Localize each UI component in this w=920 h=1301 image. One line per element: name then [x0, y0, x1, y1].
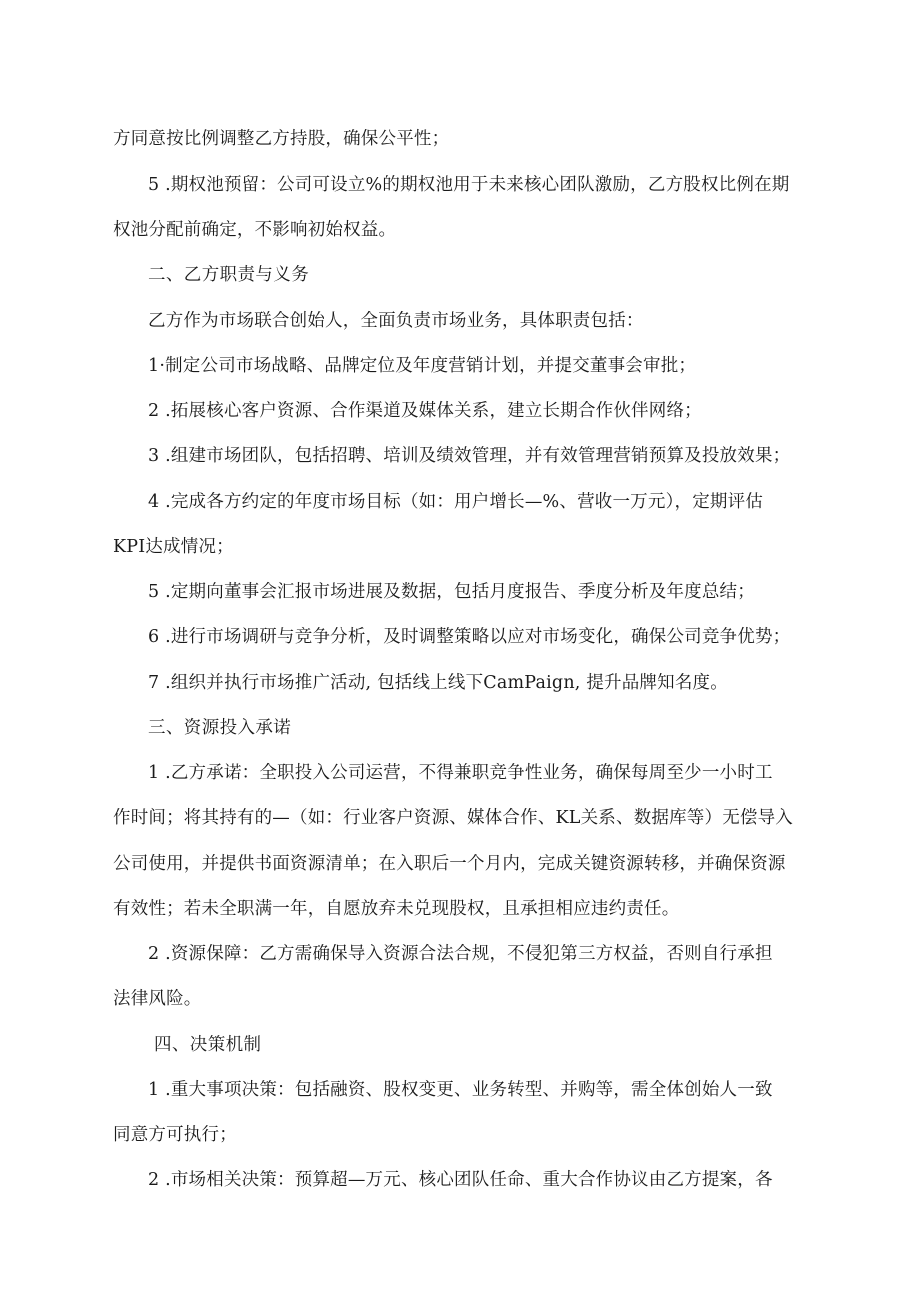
- text-line: 6 .进行市场调研与竞争分析，及时调整策略以应对市场变化，确保公司竞争优势；: [148, 627, 791, 647]
- section-heading: 三、资源投入承诺: [148, 718, 292, 738]
- text-line: 1·制定公司市场战略、品牌定位及年度营销计划，并提交董事会审批；: [148, 356, 697, 376]
- text-line: 1 .重大事项决策：包括融资、股权变更、业务转型、并购等，需全体创始人一致: [148, 1080, 773, 1100]
- text-line: 1 .乙方承诺：全职投入公司运营，不得兼职竞争性业务，确保每周至少一小时工: [148, 763, 773, 783]
- text-line: 5 .定期向董事会汇报市场进展及数据，包括月度报告、季度分析及年度总结；: [148, 582, 755, 602]
- text-line: KPI达成情况；: [113, 537, 234, 557]
- text-line: 5 .期权池预留：公司可设立%的期权池用于未来核心团队激励，乙方股权比例在期: [148, 175, 790, 195]
- text-line: 2 .资源保障：乙方需确保导入资源合法合规，不侵犯第三方权益，否则自行承担: [148, 944, 773, 964]
- text-line: 7 .组织并执行市场推广活动, 包括线上线下CamPaign, 提升品牌知名度。: [148, 673, 728, 693]
- text-line: 有效性；若未全职满一年，自愿放弃未兑现股权，且承担相应违约责任。: [113, 899, 680, 919]
- text-line: 3 .组建市场团队，包括招聘、培训及绩效管理，并有效管理营销预算及投放效果；: [148, 446, 791, 466]
- text-line: 作时间；将其持有的—（如：行业客户资源、媒体合作、KL关系、数据库等）无偿导入: [113, 808, 793, 828]
- text-line: 4 .完成各方约定的年度市场目标（如：用户增长—%、营收一万元），定期评估: [148, 492, 764, 512]
- section-heading: 二、乙方职责与义务: [148, 265, 310, 285]
- text-line: 方同意按比例调整乙方持股，确保公平性；: [113, 129, 450, 149]
- text-line: 同意方可执行；: [113, 1125, 237, 1145]
- text-line: 法律风险。: [113, 989, 202, 1009]
- text-line: 公司使用，并提供书面资源清单；在入职后一个月内，完成关键资源转移，并确保资源: [113, 854, 786, 874]
- text-line: 乙方作为市场联合创始人，全面负责市场业务，具体职责包括：: [148, 311, 644, 331]
- text-line: 2 .市场相关决策：预算超—万元、核心团队任命、重大合作协议由乙方提案，各: [148, 1170, 773, 1190]
- text-line: 权池分配前确定，不影响初始权益。: [113, 220, 397, 240]
- section-heading: 四、决策机制: [154, 1035, 262, 1055]
- text-line: 2 .拓展核心客户资源、合作渠道及媒体关系，建立长期合作伙伴网络；: [148, 401, 702, 421]
